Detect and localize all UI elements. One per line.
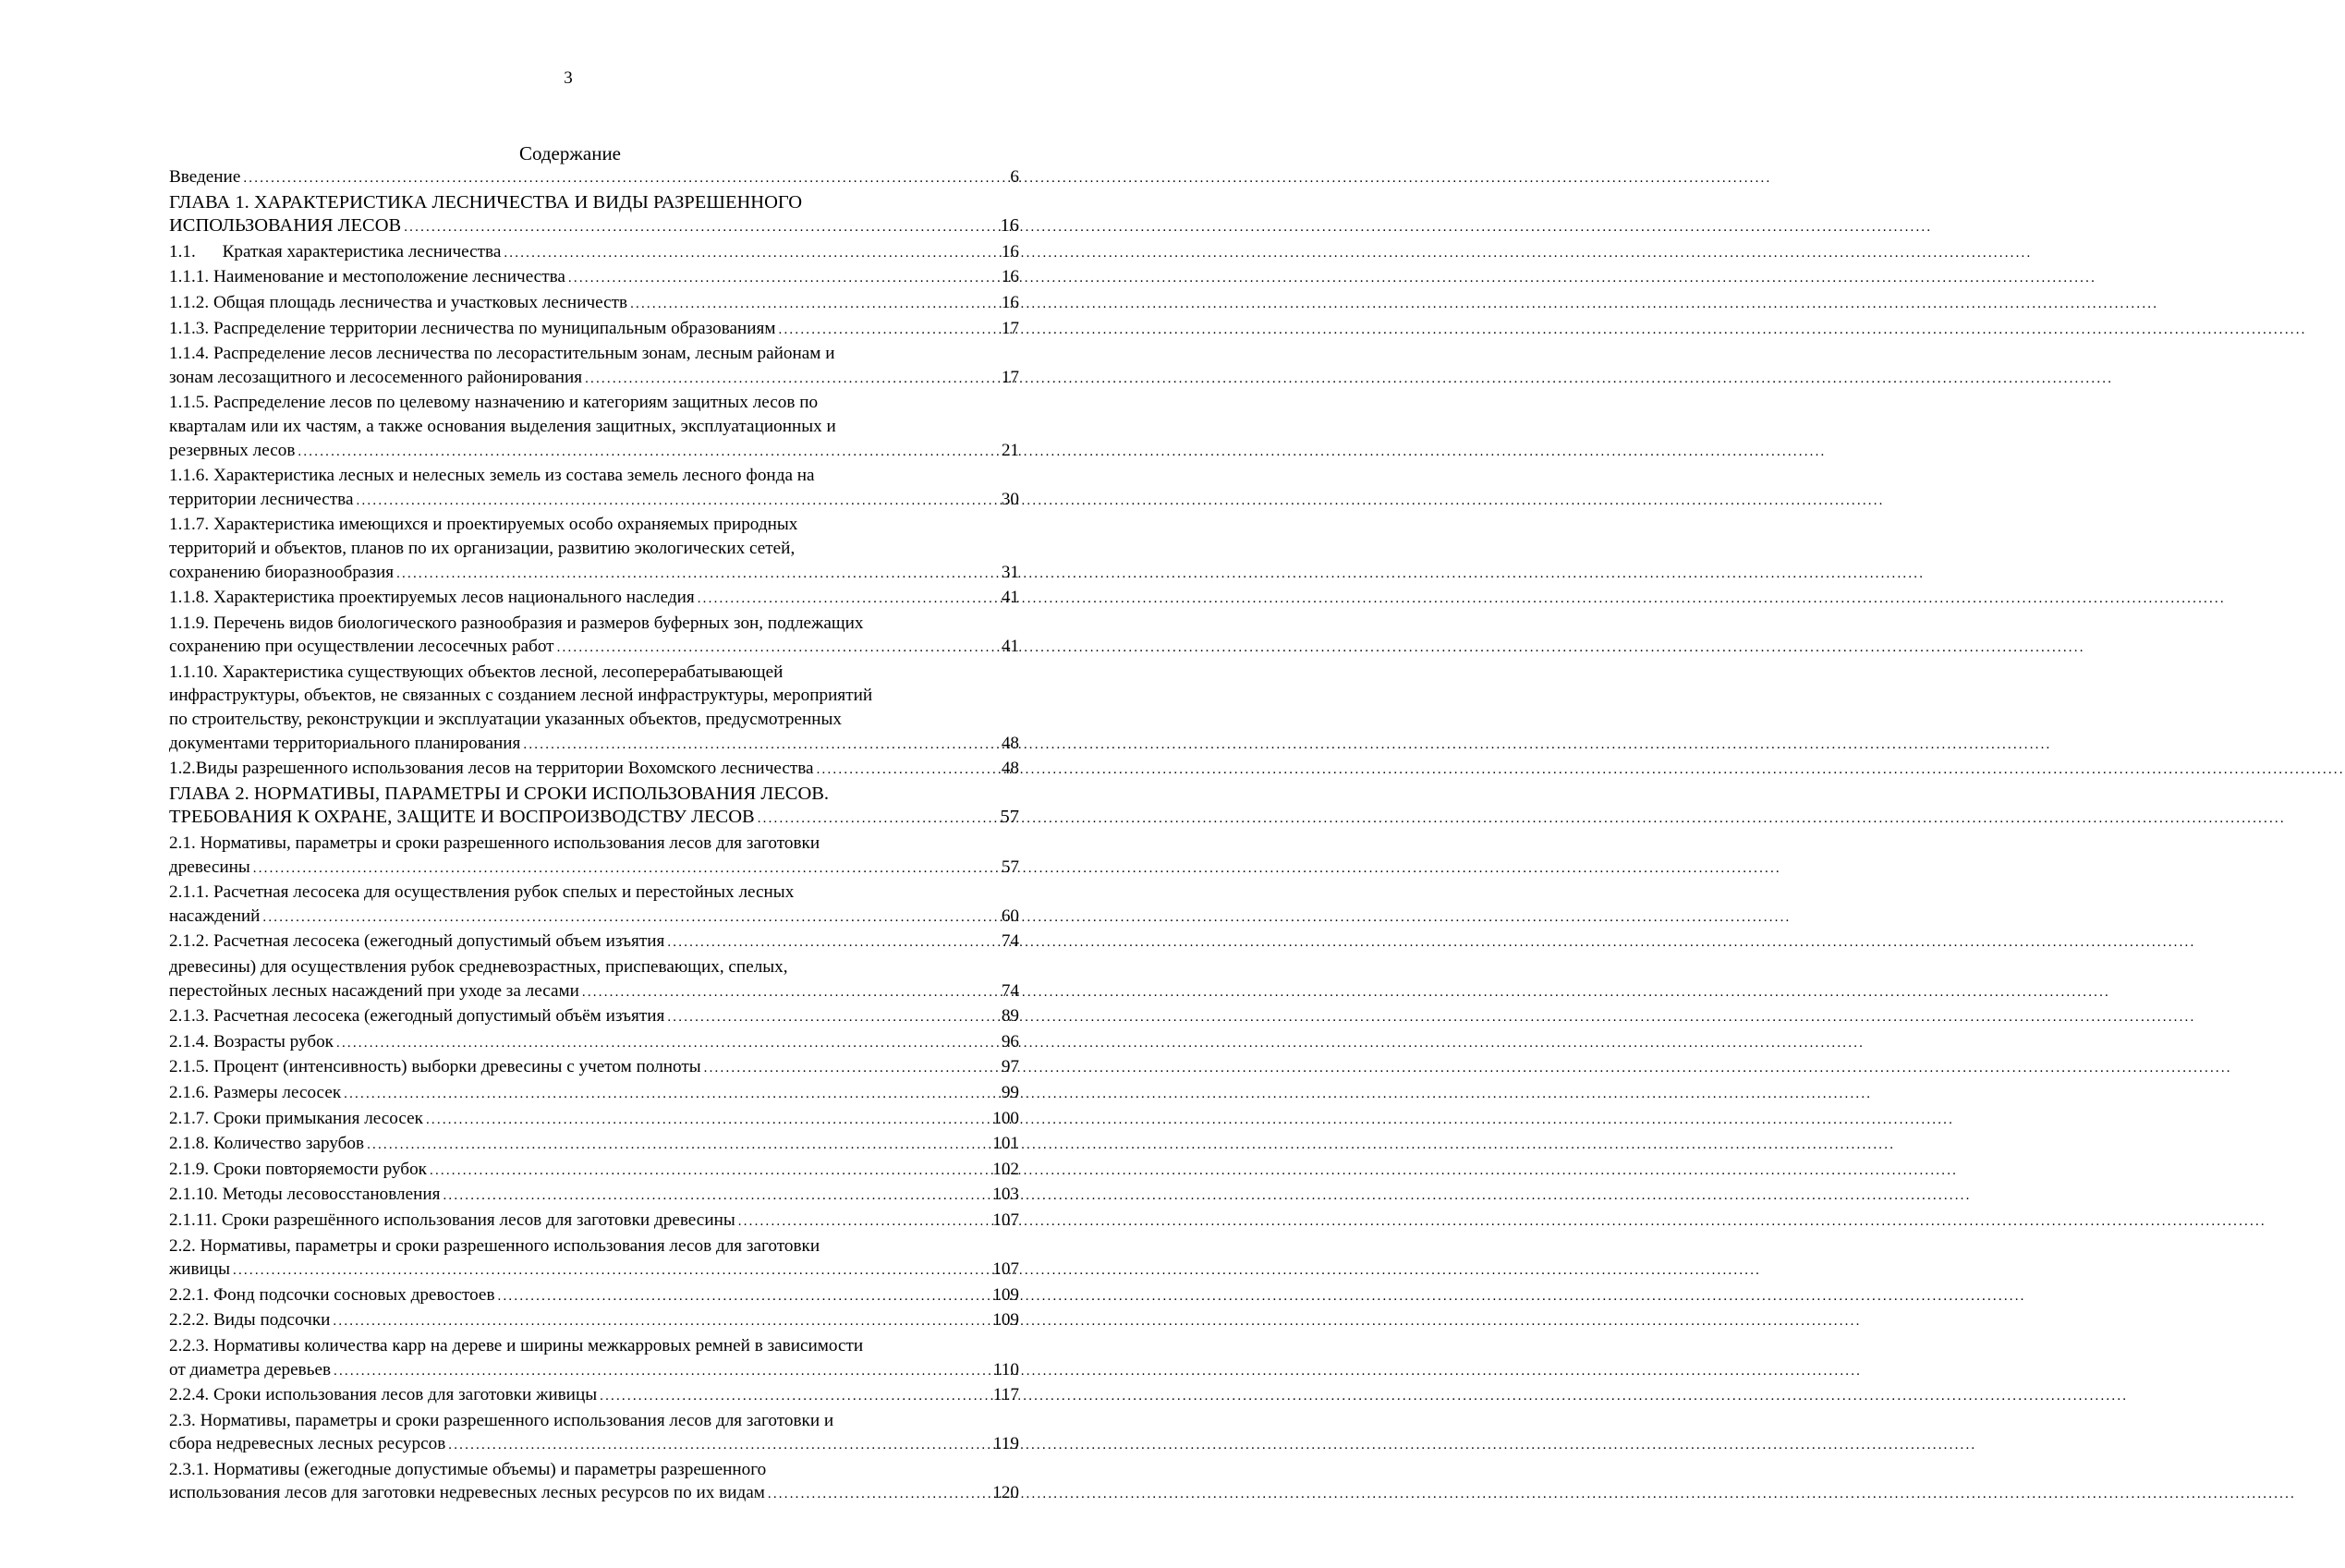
toc-entry-text-line: инфраструктуры, объектов, не связанных с созданием лесной инфраструктуры, мероприятий: [169, 686, 873, 706]
toc-chapter-entry: [169, 191, 1019, 240]
toc-entry-line: [169, 165, 1019, 191]
toc-entry-title: от диаметра деревьев: [169, 1359, 332, 1380]
toc-entry: [169, 1107, 1019, 1133]
toc-entry-line: [169, 856, 1019, 881]
toc-page-number: 16: [1001, 267, 1019, 287]
toc-page-number: 99: [1001, 1082, 1019, 1102]
toc-page-number: 74: [1001, 931, 1019, 952]
dot-leader: [430, 1160, 988, 1184]
toc-entry: [169, 612, 1019, 661]
toc-page-number: 41: [1001, 588, 1019, 608]
toc-entry-line: [169, 265, 1019, 291]
dot-leader: [367, 1134, 988, 1158]
toc-entry-title: 1.1.1. Наименование и местоположение лесничества: [169, 267, 565, 287]
dot-leader: [568, 267, 997, 291]
toc-entry-line: [169, 1308, 1019, 1334]
dot-leader: [600, 1385, 989, 1409]
toc-entry: [169, 661, 1019, 757]
dot-leader: [738, 1210, 988, 1234]
toc-page-number: 120: [992, 1483, 1019, 1503]
toc-entry-line: [169, 1030, 1019, 1056]
toc-entry-line: [169, 1158, 1019, 1184]
toc-entry-text-line: кварталам или их частям, а также основания выделения защитных, эксплуатационных и: [169, 416, 836, 436]
toc-entry: [169, 1030, 1019, 1056]
toc-entry-text-line: 2.3.1. Нормативы (ежегодные допустимые объемы) и параметры разрешенного: [169, 1459, 767, 1479]
dot-leader: [698, 588, 997, 612]
dot-leader: [704, 1057, 997, 1081]
toc-entry-line: [169, 1107, 1019, 1133]
toc-entry-line: [169, 930, 1019, 955]
dot-leader: [768, 1483, 988, 1507]
toc-entry-text-line: 1.1.4. Распределение лесов лесничества по лесорастительным зонам, лесным районам и: [169, 344, 835, 364]
toc-entry-line: [169, 291, 1019, 317]
dot-leader: [344, 1083, 997, 1107]
toc-page-number: 17: [1001, 367, 1019, 387]
toc-page-number: 31: [1001, 562, 1019, 582]
toc-entry-text-line: по строительству, реконструкции и эксплуатации указанных объектов, предусмотренных: [169, 710, 843, 730]
dot-leader: [504, 242, 996, 266]
dot-leader: [396, 563, 997, 587]
dot-leader: [333, 1310, 988, 1334]
toc-entry-line: [169, 1283, 1019, 1309]
toc-entry-title: 2.1.4. Возрасты рубок: [169, 1031, 334, 1051]
dot-leader: [523, 734, 996, 758]
toc-entry: [169, 265, 1019, 291]
toc-entry-line: [169, 1383, 1019, 1409]
toc-entry: [169, 1234, 1019, 1283]
toc-page-number: 16: [1001, 241, 1019, 261]
toc-page-number: 74: [1001, 980, 1019, 1001]
toc-entry-title: 2.2.1. Фонд подсочки сосновых древостоев: [169, 1284, 495, 1305]
toc-entry-title: 2.1.7. Сроки примыкания лесосек: [169, 1108, 423, 1128]
toc-entry-text-line: 2.1. Нормативы, параметры и сроки разрешенного использования лесов для заготовки: [169, 833, 820, 854]
toc-entry-text-line: территорий и объектов, планов по их организации, развитию экологических сетей,: [169, 538, 796, 558]
toc-entry: [169, 1334, 1019, 1383]
toc-entry-line: [169, 1358, 1019, 1384]
toc-entry-line: [169, 1481, 1019, 1507]
toc-page-number: 16: [1001, 292, 1019, 312]
toc-page-number: 16: [1000, 215, 1019, 237]
dot-leader: [448, 1434, 989, 1458]
dot-leader: [667, 1006, 996, 1030]
toc-page-number: 110: [992, 1359, 1019, 1380]
toc-page-number: 103: [992, 1185, 1019, 1205]
dot-leader: [262, 906, 996, 930]
toc-page-number: 96: [1001, 1031, 1019, 1051]
toc-entry-line: [169, 1209, 1019, 1234]
toc-page-number: 100: [992, 1108, 1019, 1128]
toc-page-number: 117: [992, 1385, 1019, 1405]
toc-page-number: 48: [1001, 733, 1019, 753]
toc-entry: [169, 1458, 1019, 1507]
toc-entry-line: [169, 317, 1019, 343]
dot-leader: [253, 857, 997, 881]
toc-entry-line: [169, 806, 1019, 832]
toc-entry: [169, 464, 1019, 513]
toc-entry-line: [169, 1081, 1019, 1107]
toc-entry-line: [169, 439, 1019, 465]
toc-entry-text-line: 1.1.10. Характеристика существующих объектов лесной, лесоперерабатывающей: [169, 662, 784, 682]
toc-entry-title: ТРЕБОВАНИЯ К ОХРАНЕ, ЗАЩИТЕ И ВОСПРОИЗВОДСТВУ ЛЕСОВ: [169, 807, 755, 828]
toc-entry-text-line: 1.1.9. Перечень видов биологического разнообразия и размеров буферных зон, подлежащих: [169, 613, 864, 633]
toc-page-number: 109: [992, 1284, 1019, 1305]
toc-page-number: 119: [992, 1434, 1019, 1454]
toc-entry-line: [169, 1183, 1019, 1209]
toc-entry: [169, 955, 1019, 1004]
toc-page-number: 6: [1010, 167, 1019, 187]
toc-entry: [169, 1308, 1019, 1334]
toc-entry: [169, 317, 1019, 343]
dot-leader: [667, 931, 996, 955]
toc-entry-text-line: ГЛАВА 1. ХАРАКТЕРИСТИКА ЛЕСНИЧЕСТВА И ВИДЫ РАЗРЕШЕННОГО: [169, 191, 803, 213]
dot-leader: [585, 368, 997, 392]
toc-entry-title: 2.1.6. Размеры лесосек: [169, 1082, 342, 1102]
table-of-contents: [169, 165, 1019, 1507]
toc-entry: [169, 391, 1019, 464]
toc-entry: [169, 165, 1019, 191]
toc-entry: [169, 342, 1019, 391]
toc-entry: [169, 1004, 1019, 1030]
toc-page-number: 57: [1001, 857, 1019, 877]
toc-page-number: 109: [992, 1310, 1019, 1331]
toc-entry: [169, 1409, 1019, 1458]
toc-entry: [169, 1183, 1019, 1209]
toc-entry: [169, 240, 1019, 266]
toc-entry-title: насаждений: [169, 906, 261, 926]
dot-leader: [336, 1032, 997, 1056]
toc-entry-title: древесины: [169, 857, 250, 877]
toc-entry-title: использования лесов для заготовки недревесных лесных ресурсов по их видам: [169, 1483, 765, 1503]
toc-entry-text-line: 1.1.7. Характеристика имеющихся и проектируемых особо охраняемых природных: [169, 515, 798, 535]
toc-page-number: 57: [1000, 807, 1019, 828]
toc-entry: [169, 586, 1019, 612]
toc-entry-title: территории лесничества: [169, 489, 354, 509]
toc-chapter-entry: [169, 783, 1019, 832]
dot-leader: [758, 808, 996, 832]
toc-entry-title: сохранению при осуществлении лесосечных работ: [169, 637, 554, 657]
toc-entry-line: [169, 979, 1019, 1005]
toc-entry-title: 2.2.4. Сроки использования лесов для заготовки живицы: [169, 1385, 598, 1405]
toc-entry-title: сбора недревесных лесных ресурсов: [169, 1434, 446, 1454]
toc-entry-text-line: 2.2. Нормативы, параметры и сроки разрешенного использования лесов для заготовки: [169, 1235, 820, 1256]
toc-entry-line: [169, 635, 1019, 661]
dot-leader: [298, 441, 996, 465]
toc-entry-text-line: ГЛАВА 2. НОРМАТИВЫ, ПАРАМЕТРЫ И СРОКИ ИСПОЛЬЗОВАНИЯ ЛЕСОВ.: [169, 783, 830, 804]
dot-leader: [357, 490, 997, 514]
toc-entry-title: 1.1.8. Характеристика проектируемых лесов национального наследия: [169, 588, 695, 608]
toc-page-number: 30: [1001, 489, 1019, 509]
toc-entry-line: [169, 586, 1019, 612]
toc-page-number: 48: [1001, 759, 1019, 779]
toc-entry-line: [169, 366, 1019, 392]
toc-title: Содержание: [518, 142, 622, 164]
toc-entry-title: 1.1. Краткая характеристика лесничества: [169, 241, 502, 261]
toc-entry-title: зонам лесозащитного и лесосеменного районирования: [169, 367, 583, 387]
toc-page-number: 17: [1001, 318, 1019, 338]
toc-entry-title: резервных лесов: [169, 440, 296, 460]
toc-entry-title: 2.1.9. Сроки повторяемости рубок: [169, 1159, 427, 1179]
toc-page-number: 102: [992, 1159, 1019, 1179]
toc-entry: [169, 1283, 1019, 1309]
toc-entry-line: [169, 240, 1019, 266]
toc-entry-title: документами территориального планирования: [169, 733, 521, 753]
toc-entry-title: 2.1.2. Расчетная лесосека (ежегодный допустимый объем изъятия: [169, 931, 665, 952]
toc-entry-title: 2.1.11. Сроки разрешённого использования лесов для заготовки древесины: [169, 1209, 735, 1230]
dot-leader: [334, 1360, 989, 1384]
toc-entry-line: [169, 757, 1019, 783]
toc-entry-text-line: 1.1.5. Распределение лесов по целевому назначению и категориям защитных лесов по: [169, 393, 819, 413]
toc-entry-text-line: 2.1.1. Расчетная лесосека для осуществления рубок спелых и перестойных лесных: [169, 882, 795, 903]
toc-entry-title: 1.1.2. Общая площадь лесничества и участковых лесничеств: [169, 292, 628, 312]
toc-entry-line: [169, 561, 1019, 587]
toc-entry-line: [169, 905, 1019, 930]
toc-page-number: 41: [1001, 637, 1019, 657]
dot-leader: [630, 293, 997, 317]
dot-leader: [817, 759, 997, 783]
toc-entry-title: сохранению биоразнообразия: [169, 562, 395, 582]
toc-entry-title: перестойных лесных насаждений при уходе за лесами: [169, 980, 579, 1001]
toc-entry-line: [169, 1432, 1019, 1458]
toc-entry-title: 1.2.Виды разрешенного использования лесов на территории Вохомского лесничества: [169, 759, 814, 779]
toc-entry: [169, 1158, 1019, 1184]
toc-entry-text-line: 2.3. Нормативы, параметры и сроки разрешенного использования лесов для заготовки и: [169, 1410, 834, 1430]
toc-entry-title: 2.2.2. Виды подсочки: [169, 1310, 331, 1331]
toc-page-number: 89: [1001, 1006, 1019, 1027]
dot-leader: [426, 1109, 988, 1133]
dot-leader: [779, 319, 997, 343]
toc-entry: [169, 513, 1019, 586]
toc-entry: [169, 757, 1019, 783]
toc-entry: [169, 1209, 1019, 1234]
toc-entry-title: Введение: [169, 167, 241, 187]
toc-entry-title: 2.1.8. Количество зарубов: [169, 1134, 365, 1154]
toc-entry-title: 2.1.10. Методы лесовосстановления: [169, 1185, 441, 1205]
toc-entry-title: живицы: [169, 1259, 231, 1280]
toc-entry: [169, 1383, 1019, 1409]
toc-entry: [169, 930, 1019, 955]
toc-entry: [169, 291, 1019, 317]
toc-page-number: 101: [992, 1134, 1019, 1154]
toc-entry-line: [169, 732, 1019, 758]
toc-page-number: 107: [992, 1209, 1019, 1230]
dot-leader: [243, 167, 1005, 191]
toc-entry: [169, 881, 1019, 930]
toc-entry-line: [169, 1132, 1019, 1158]
toc-entry-text-line: 2.2.3. Нормативы количества карр на дереве и ширины межкарровых ремней в зависимости: [169, 1335, 864, 1355]
page-number: 3: [564, 68, 573, 88]
toc-entry-line: [169, 1004, 1019, 1030]
toc-entry-line: [169, 1258, 1019, 1283]
toc-entry-text-line: 1.1.6. Характеристика лесных и нелесных земель из состава земель лесного фонда на: [169, 466, 815, 486]
toc-entry: [169, 1081, 1019, 1107]
toc-entry-title: 1.1.3. Распределение территории лесничества по муниципальным образованиям: [169, 318, 776, 338]
toc-page-number: 97: [1001, 1057, 1019, 1077]
dot-leader: [233, 1259, 988, 1283]
dot-leader: [557, 637, 997, 661]
toc-entry-title: ИСПОЛЬЗОВАНИЯ ЛЕСОВ: [169, 215, 402, 237]
toc-page-number: 107: [992, 1259, 1019, 1280]
dot-leader: [404, 216, 995, 240]
dot-leader: [582, 981, 997, 1005]
toc-entry: [169, 832, 1019, 881]
toc-entry-line: [169, 1055, 1019, 1081]
toc-page-number: 21: [1001, 440, 1019, 460]
toc-entry: [169, 1055, 1019, 1081]
toc-entry: [169, 1132, 1019, 1158]
toc-entry-title: 2.1.3. Расчетная лесосека (ежегодный допустимый объём изъятия: [169, 1006, 665, 1027]
toc-entry-text-line: древесины) для осуществления рубок средневозрастных, приспевающих, спелых,: [169, 957, 788, 977]
toc-entry-title: 2.1.5. Процент (интенсивность) выборки древесины с учетом полноты: [169, 1057, 701, 1077]
toc-entry-line: [169, 488, 1019, 514]
toc-entry-line: [169, 214, 1019, 240]
toc-page-number: 60: [1001, 906, 1019, 926]
dot-leader: [498, 1285, 989, 1309]
dot-leader: [443, 1185, 988, 1209]
